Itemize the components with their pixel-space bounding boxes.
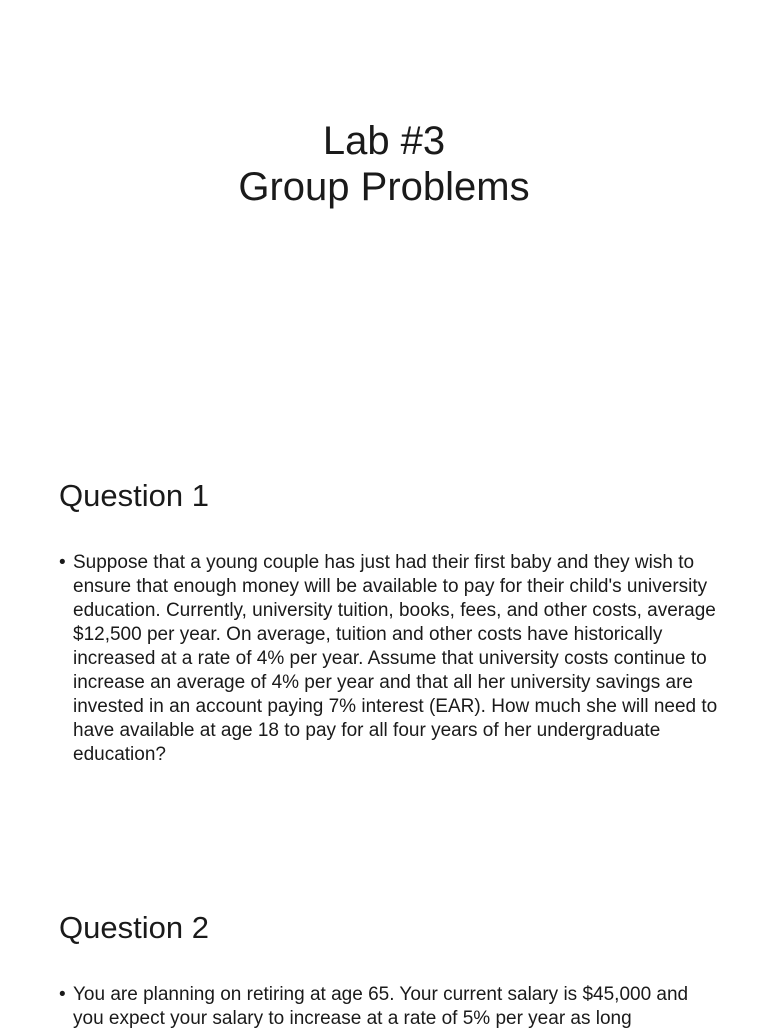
title-line-2: Group Problems	[238, 165, 530, 209]
bullet-icon: •	[59, 984, 66, 1005]
bullet-icon: •	[59, 552, 66, 573]
slide-title	[0, 0, 768, 420]
question-1-bullet	[59, 551, 719, 767]
title-line-1: Lab #3	[322, 119, 446, 163]
slide-question-2	[0, 870, 768, 1029]
question-1-text: Suppose that a young couple has just had their first baby and they wish to ensure that enough money will be available to pay for their child's university education. Currently, university tuition, books, fees, and other costs, average $12,500 per year. On average, tuition and other costs have historically increased at a rate of 4% per year. Assume that university costs continue to increase an average of 4% per year and that all her university savings are invested in an account paying 7% interest (EAR). How much she will need to have available at age 18 to pay for all four years of her undergraduate education?	[73, 552, 718, 765]
question-2-text: You are planning on retiring at age 65. Your current salary is $45,000 and you expect your salary to increase at a rate of 5% per year as long	[73, 984, 689, 1029]
question-2-heading: Question 2	[59, 910, 209, 945]
slide-title-text	[0, 118, 768, 210]
question-1-heading: Question 1	[59, 478, 209, 513]
slide-question-1	[0, 420, 768, 870]
